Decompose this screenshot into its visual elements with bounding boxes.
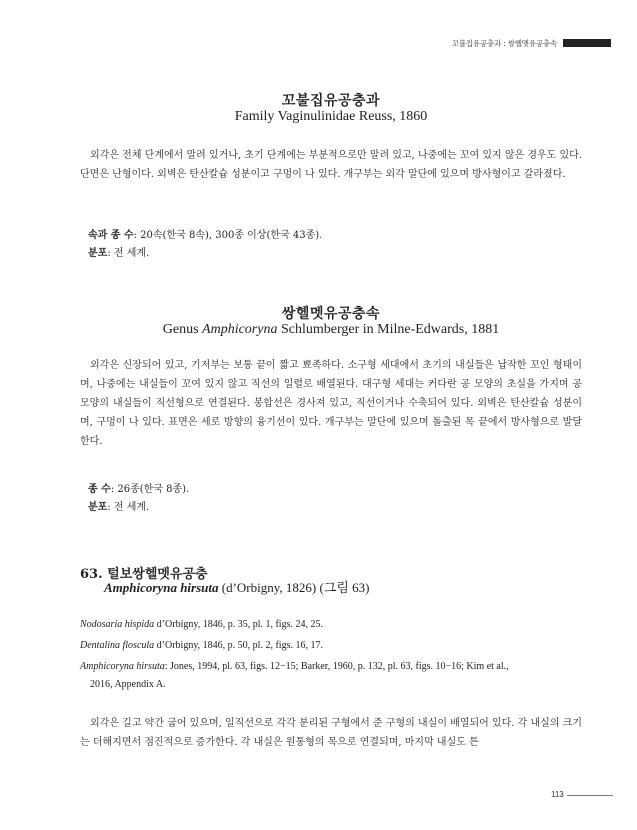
family-stat2-label: 분포	[88, 248, 108, 259]
genus-stat1-label: 종 수	[88, 484, 111, 495]
family-stat-distribution	[88, 246, 149, 262]
genus-title-en	[80, 322, 582, 338]
family-description	[80, 146, 582, 184]
genus-title-ko: 쌍헬멧유공충속	[281, 306, 381, 322]
family-description-text: 외각은 전체 단계에서 말려 있거나, 초기 단계에는 부분적으로만 말려 있고, 나중에는 꼬여 있지 않은 경우도 있다. 단면은 난형이다. 외벽은 탄산칼슘 성분이고 구멍이 나 있다. 개구부는 외각 말단에 있으며 방사형이고 갈라졌다.	[80, 150, 582, 180]
family-title-en: Family Vaginulinidae Reuss, 1860	[234, 109, 428, 124]
family-stat1-value: : 20속(한국 8속), 300종 이상(한국 43종).	[133, 230, 323, 241]
synonym-ref: d’Orbigny, 1846, p. 50, pl. 2, figs. 16, 17.	[154, 640, 323, 651]
page-number: 113	[551, 790, 564, 799]
species-sci-name: Amphicoryna hirsuta	[104, 580, 219, 595]
genus-stat1-value: : 26종(한국 8종).	[110, 484, 190, 495]
genus-stat-distribution	[88, 500, 149, 516]
species-description-text: 외각은 길고 약간 굽어 있으며, 일직선으로 각각 분리된 구형에서 준 구형의 내실이 배열되어 있다. 각 내실의 크기는 더해지면서 점진적으로 증가한다. 각 내실은 원통형의 목으로 연결되며, 마지막 내실도 튼	[80, 718, 582, 748]
species-number-title: 63. 털보쌍헬멧유공충	[80, 567, 208, 582]
species-name	[104, 577, 370, 596]
synonym-name: Amphicoryna hirsuta	[80, 661, 165, 672]
synonym-name: Nodosaria hispida	[80, 619, 155, 630]
running-header	[452, 38, 611, 48]
family-stat1-label: 속과 종 수	[88, 230, 134, 241]
species-description	[80, 714, 582, 752]
family-title-ko: 꼬불집유공충과	[281, 93, 381, 109]
genus-title-italic: Amphicoryna	[202, 322, 278, 337]
genus-stat2-label: 분포	[88, 502, 108, 513]
genus-stat-species	[88, 482, 189, 498]
synonym-entry	[80, 638, 582, 653]
species-authority: (d’Orbigny, 1826) (그림 63)	[218, 580, 370, 595]
synonym-ref: d’Orbigny, 1846, p. 35, pl. 1, figs. 24, 25.	[154, 619, 323, 630]
synonym-ref: : Jones, 1994, pl. 63, figs. 12−15; Barker, 1960, p. 132, pl. 63, figs. 10−16; Kim et al.,	[164, 661, 509, 672]
page-number-rule	[567, 795, 613, 796]
running-header-bar	[563, 39, 611, 47]
genus-description	[80, 356, 582, 451]
running-header-text: 꼬불집유공충과 : 쌍헬멧유공충속	[451, 38, 557, 48]
synonym-name: Dentalina floscula	[80, 640, 155, 651]
synonym-ref-continued: 2016, Appendix A.	[90, 679, 166, 690]
genus-title-prefix: Genus	[162, 322, 203, 337]
family-stat2-value: : 전 세계.	[107, 248, 150, 259]
family-stat-genera-species	[88, 228, 322, 244]
genus-stat2-value: : 전 세계.	[107, 502, 150, 513]
synonym-entry	[80, 659, 582, 692]
genus-title-suffix: Schlumberger in Milne-Edwards, 1881	[277, 322, 500, 337]
genus-description-text: 외각은 신장되어 있고, 기저부는 보통 끝이 짧고 뾰족하다. 소구형 세대에서 초기의 내실들은 납작한 꼬인 형태이며, 나중에는 내실들이 꼬여 있지 않고 직선의 일렬로 배열된다. 대구형 세대는 커다란 공 모양의 초실을 가지며 공 모양의 내실들이 직선형으로 연결된다. 봉합선은 경사져 있고, 직선이거나 수축되어 있다. 외벽은 탄산칼슘 성분이며, 구멍이 나 있다. 표면은 세로 방향의 융기선이 있다. 개구부는 말단에 있으며 돌출된 목 끝에서 방사형으로 발달한다.	[80, 360, 582, 447]
synonym-entry	[80, 617, 582, 632]
